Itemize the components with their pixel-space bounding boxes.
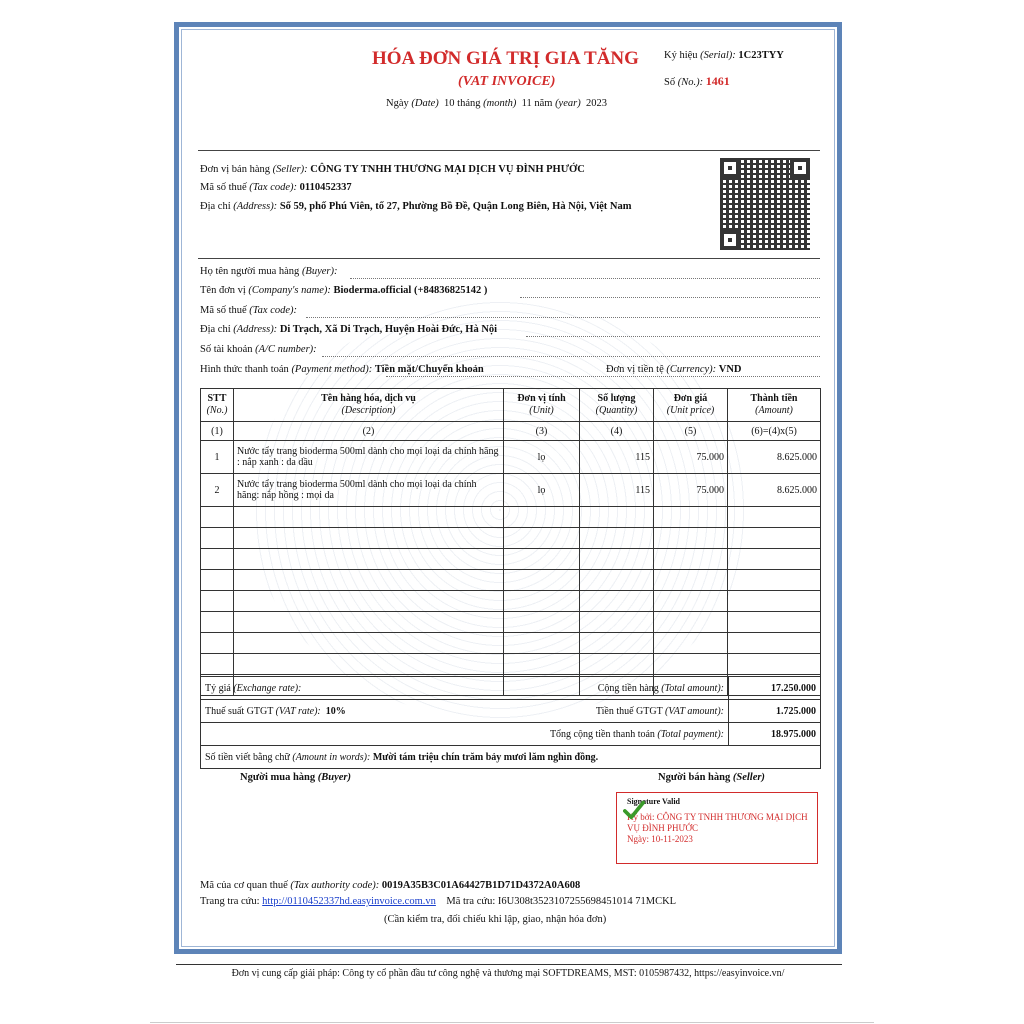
vat-amount-value: 1.725.000: [729, 700, 821, 723]
empty-row: [201, 549, 821, 570]
col-number: (3): [504, 422, 580, 441]
signed-by: Ký bởi: CÔNG TY TNHH THƯƠNG MẠI DỊCH VỤ ĐÌNH PHƯỚC: [627, 812, 808, 833]
amount-words-row: [201, 746, 821, 769]
totals-table: [200, 676, 821, 769]
tax-authority-code: Mã của cơ quan thuế (Tax authority code): 0019A35B3C01A64427B1D71D4372A0A608: [200, 880, 581, 891]
total-amount-label: Cộng tiền hàng (Total amount):: [561, 677, 729, 700]
bottom-divider: [150, 1022, 874, 1023]
column-number-row: [201, 422, 821, 441]
exchange-rate: Tỷ giá (Exchange rate):: [201, 677, 561, 700]
vat-row: [201, 700, 821, 723]
col-header-unit-price: Đơn giá (Unit price): [654, 389, 728, 422]
empty-row: [201, 507, 821, 528]
item-no: 1: [201, 441, 234, 474]
total-amount-row: [201, 677, 821, 700]
col-number: (1): [201, 422, 234, 441]
col-number: (4): [580, 422, 654, 441]
qr-code-icon: [720, 158, 810, 250]
vat-amount-label: Tiền thuế GTGT (VAT amount):: [561, 700, 729, 723]
signature-valid-label: Signature Valid: [627, 797, 680, 806]
checkmark-icon: [623, 799, 645, 821]
invoice-subtitle: (VAT INVOICE): [458, 74, 556, 89]
amount-in-words: Số tiền viết bằng chữ (Amount in words): Mười tám triệu chín trăm bảy mươi lăm nghìn đồng.: [201, 746, 821, 769]
invoice-serial: Ký hiệu (Serial): 1C23TYY: [664, 50, 784, 61]
item-unit: lọ: [504, 474, 580, 507]
invoice-number: Số (No.): 1461: [664, 74, 730, 88]
provider-footer: Đơn vị cung cấp giải pháp: Công ty cổ phần đầu tư công nghệ và thương mại SOFTDREAMS, MST: 0105987432, https://easyinvoice.vn/: [231, 968, 785, 979]
total-amount-value: 17.250.000: [729, 677, 821, 700]
invoice-title: HÓA ĐƠN GIÁ TRỊ GIA TĂNG: [372, 48, 639, 69]
seller-tax-code: Mã số thuế (Tax code): 0110452337: [200, 182, 352, 193]
vat-rate: Thuế suất GTGT (VAT rate): 10%: [201, 700, 561, 723]
item-unit-price: 75.000: [654, 474, 728, 507]
item-description: Nước tẩy trang bioderma 500ml dành cho mọi loại da chính hãng : nắp xanh : da dầu: [234, 441, 504, 474]
col-header-amount: Thành tiền (Amount): [728, 389, 821, 422]
table-row: [201, 474, 821, 507]
divider: [198, 258, 820, 259]
buyer-tax-code: Mã số thuế (Tax code):: [200, 305, 298, 316]
footer-divider: [176, 964, 842, 965]
total-payment-value: 18.975.000: [729, 723, 821, 746]
item-quantity: 115: [580, 474, 654, 507]
empty-row: [201, 633, 821, 654]
table-row: [201, 441, 821, 474]
item-no: 2: [201, 474, 234, 507]
lookup-info: Trang tra cứu: http://0110452337hd.easyinvoice.com.vn Mã tra cứu: I6U308t3523107255698451014 71MCKL: [200, 896, 677, 907]
total-payment-row: [201, 723, 821, 746]
col-number: (2): [234, 422, 504, 441]
digital-signature-box: [616, 792, 818, 864]
col-header-no: STT (No.): [201, 389, 234, 422]
col-header-quantity: Số lượng (Quantity): [580, 389, 654, 422]
empty-row: [201, 570, 821, 591]
buyer-name: Họ tên người mua hàng (Buyer):: [200, 266, 338, 277]
divider: [198, 150, 820, 151]
empty-row: [201, 612, 821, 633]
col-header-unit: Đơn vị tính (Unit): [504, 389, 580, 422]
col-number: (5): [654, 422, 728, 441]
check-note: (Cần kiểm tra, đối chiếu khi lập, giao, nhận hóa đơn): [384, 914, 607, 925]
buyer-company: Tên đơn vị (Company's name): Bioderma.official (+84836825142 ): [200, 285, 488, 296]
lookup-link[interactable]: http://0110452337hd.easyinvoice.com.vn: [262, 896, 436, 907]
item-unit-price: 75.000: [654, 441, 728, 474]
buyer-account: Số tài khoản (A/C number):: [200, 344, 317, 355]
seller-signature-label: Người bán hàng (Seller): [658, 772, 765, 783]
item-amount: 8.625.000: [728, 441, 821, 474]
empty-row: [201, 528, 821, 549]
seller-address: Địa chỉ (Address): Số 59, phố Phú Viên, tổ 27, Phường Bồ Đề, Quận Long Biên, Hà Nội, Việt Nam: [200, 201, 632, 212]
empty-row: [201, 591, 821, 612]
col-header-description: Tên hàng hóa, dịch vụ (Description): [234, 389, 504, 422]
seller-name: Đơn vị bán hàng (Seller): CÔNG TY TNHH THƯƠNG MẠI DỊCH VỤ ĐÌNH PHƯỚC: [200, 164, 585, 175]
sign-date: Ngày: 10-11-2023: [627, 834, 693, 844]
item-description: Nước tẩy trang bioderma 500ml dành cho mọi loại da chính hãng: nắp hồng : mọi da: [234, 474, 504, 507]
buyer-address: Địa chỉ (Address): Di Trạch, Xã Di Trạch, Huyện Hoài Đức, Hà Nội: [200, 324, 498, 335]
item-amount: 8.625.000: [728, 474, 821, 507]
total-payment-label: Tổng cộng tiền thanh toán (Total payment):: [201, 723, 729, 746]
items-table: [200, 388, 821, 696]
payment-method: Hình thức thanh toán (Payment method): Tiền mặt/Chuyển khoản: [200, 364, 484, 375]
empty-row: [201, 654, 821, 675]
currency: Đơn vị tiền tệ (Currency): VND: [606, 364, 742, 375]
invoice-date: Ngày (Date) 10 tháng (month) 11 năm (year) 2023: [386, 98, 607, 109]
col-number: (6)=(4)x(5): [728, 422, 821, 441]
item-unit: lọ: [504, 441, 580, 474]
item-quantity: 115: [580, 441, 654, 474]
buyer-signature-label: Người mua hàng (Buyer): [240, 772, 352, 783]
table-header-row: [201, 389, 821, 422]
